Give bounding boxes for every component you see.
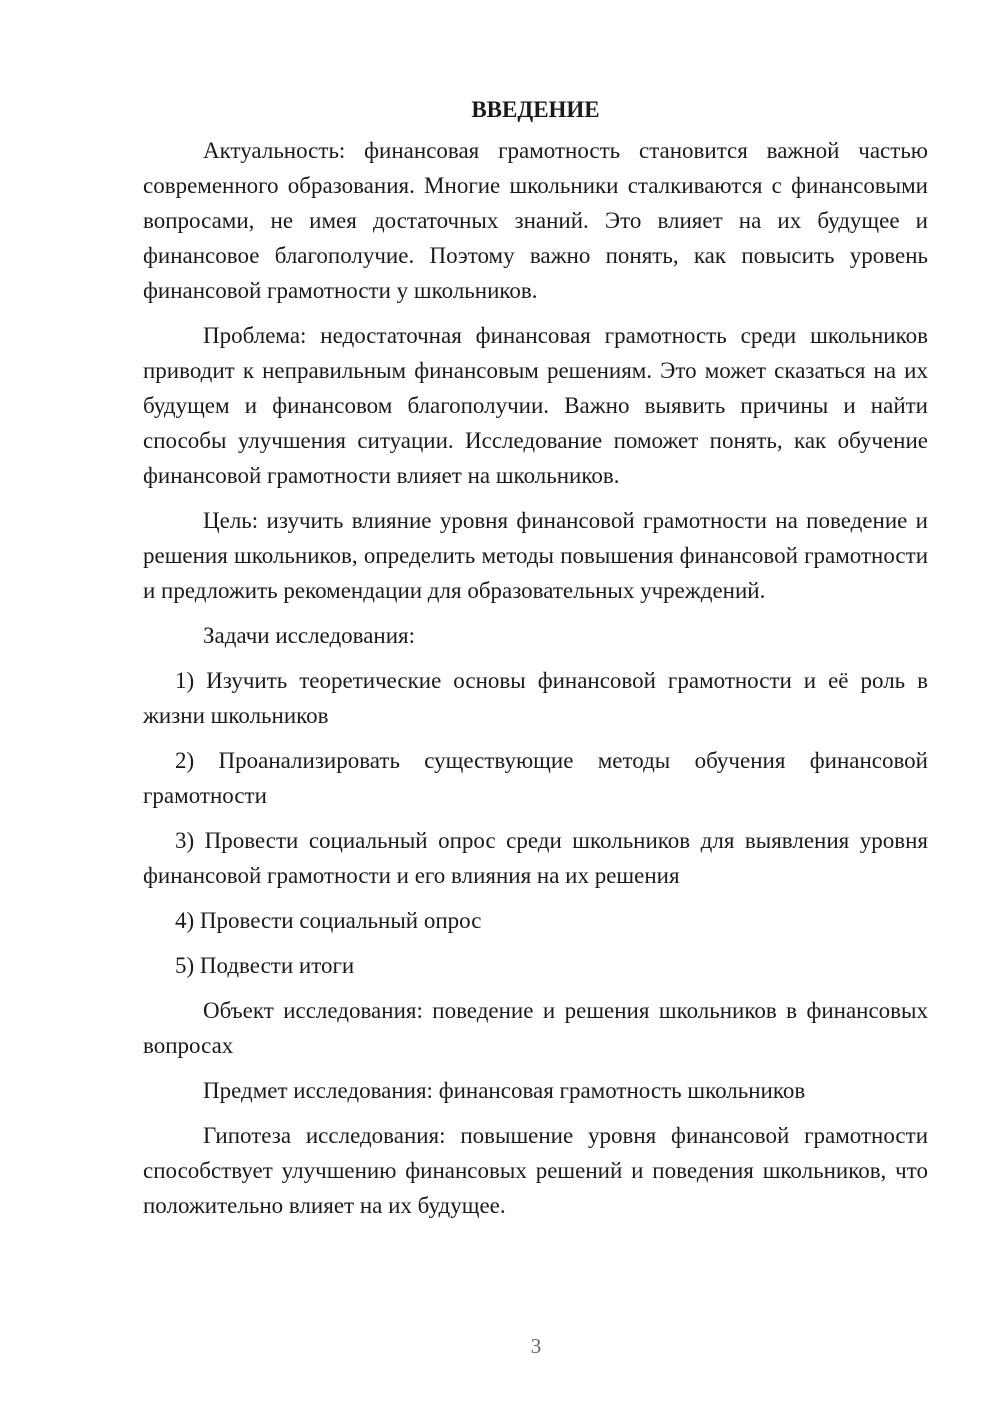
page-number: 3 bbox=[530, 1334, 542, 1358]
subject-paragraph: Предмет исследования: финансовая грамотность школьников bbox=[203, 1078, 806, 1103]
relevance-paragraph: Актуальность: финансовая грамотность становится важной частью современного образования. Многие школьники сталкиваются с финансовыми вопросами, не имея достаточных знаний. Это влияет на их будущее и финансовое благополучие. Поэтому важно понять, как повысить уровень финансовой грамотности у школьников. bbox=[143, 138, 928, 303]
problem-paragraph: Проблема: недостаточная финансовая грамотность среди школьников приводит к неправильным финансовым решениям. Это может сказаться на их будущем и финансовом благополучии. Важно выявить причины и найти способы улучшения ситуации. Исследование поможет понять, как обучение финансовой грамотности влияет на школьников. bbox=[143, 323, 928, 488]
object-paragraph: Объект исследования: поведение и решения школьников в финансовых вопросах bbox=[143, 998, 928, 1058]
section-heading: ВВЕДЕНИЕ bbox=[471, 97, 600, 122]
task-item-2: 2) Проанализировать существующие методы обучения финансовой грамотности bbox=[143, 748, 928, 808]
tasks-title: Задачи исследования: bbox=[203, 623, 416, 648]
goal-paragraph: Цель: изучить влияние уровня финансовой грамотности на поведение и решения школьников, определить методы повышения финансовой грамотности и предложить рекомендации для образовательных учреждений. bbox=[143, 508, 928, 603]
hypothesis-paragraph: Гипотеза исследования: повышение уровня финансовой грамотности способствует улучшению финансовых решений и поведения школьников, что положительно влияет на их будущее. bbox=[143, 1123, 928, 1218]
task-item-3: 3) Провести социальный опрос среди школьников для выявления уровня финансовой грамотности и его влияния на их решения bbox=[143, 828, 928, 888]
task-item-4: 4) Провести социальный опрос bbox=[175, 908, 482, 933]
task-item-5: 5) Подвести итоги bbox=[175, 953, 355, 978]
page-content bbox=[143, 92, 928, 1233]
task-item-1: 1) Изучить теоретические основы финансовой грамотности и её роль в жизни школьников bbox=[143, 668, 928, 728]
